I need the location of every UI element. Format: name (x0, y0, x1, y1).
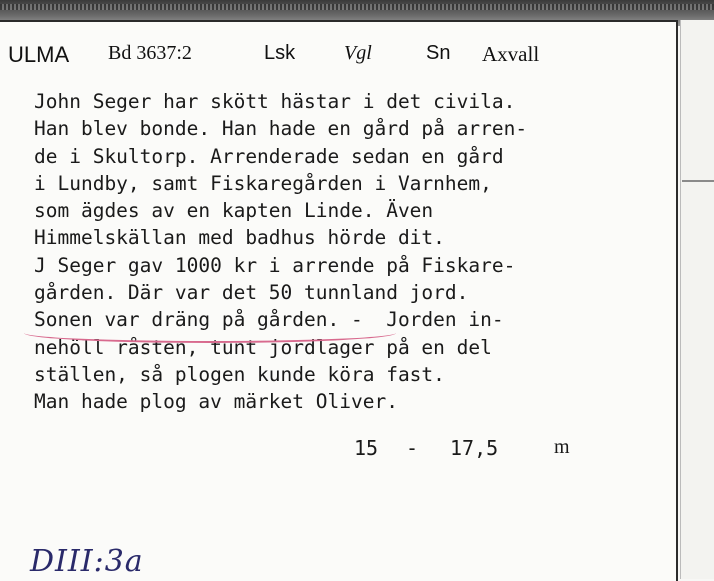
text-line: nehöll råsten, tunt jordlager på en del (34, 335, 492, 359)
parish-label: Lsk (264, 42, 296, 64)
text-line: som ägdes av en kapten Linde. Även (34, 199, 434, 223)
text-line: ställen, så plogen kunde köra fast. (34, 362, 445, 386)
adjacent-card-edge (680, 20, 714, 579)
archive-code: ULMA (8, 42, 70, 67)
county-label: Vgl (344, 42, 372, 64)
place-name: Axvall (482, 42, 540, 66)
card-body-text (34, 88, 634, 416)
card-tab-mark (682, 180, 714, 190)
text-line: Himmelskällan med badhus hörde dit. (34, 226, 445, 250)
text-line: Man hade plog av märket Oliver. (34, 390, 398, 414)
volume-reference: Bd 3637:2 (108, 42, 192, 64)
text-line: Han blev bonde. Han hade en gård på arren- (34, 117, 528, 141)
measure-from: 15 (354, 436, 379, 460)
measure-to: 17,5 (450, 436, 499, 460)
text-line: de i Skultorp. Arrenderade sedan en gård (34, 144, 504, 168)
text-line: i Lundby, samt Fiskaregården i Varnhem, (34, 171, 492, 195)
measure-unit: m (554, 436, 570, 458)
sn-label: Sn (426, 42, 451, 64)
text-line: John Seger har skött hästar i det civila. (34, 90, 516, 113)
text-line: J Seger gav 1000 kr i arrende på Fiskare- (34, 253, 516, 277)
measure-dash: - (406, 436, 419, 460)
text-line: Sonen var dräng på gården. - Jorden in- (34, 308, 504, 332)
text-line: gården. Där var det 50 tunnland jord. (34, 281, 469, 305)
handwritten-signum: DIII:3a (30, 544, 144, 579)
